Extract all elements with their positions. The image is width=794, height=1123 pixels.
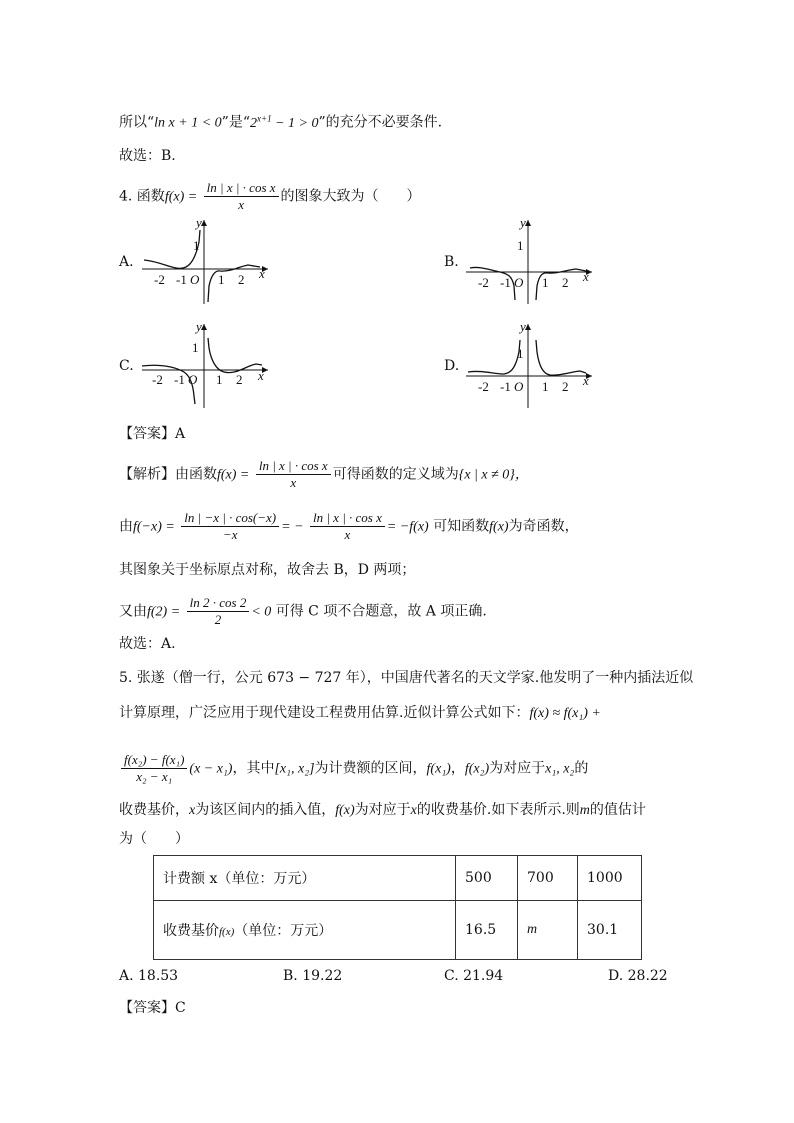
graph-a-tick-y1: 1 [193,238,200,253]
option-b-label: B. [444,254,459,270]
q5-line1: 5. 张遂（僧一行，公元 673 − 727 年），中国唐代著名的天文学家.他发明了一种内插法近似 [119,670,694,686]
graph-d-tick-x2: 2 [562,379,569,394]
condition-a: ln x + 1 < 0 [154,115,222,131]
table-cell: 700 [518,856,578,901]
graph-a-tick-xm2: -2 [154,272,165,287]
option-a-label: A. [119,254,134,270]
q5-option-d: D. 28.22 [608,968,668,984]
table-row [154,856,642,901]
graph-b-tick-xm2: -2 [478,275,489,290]
q4-analysis-line4: 又由f(2) = $\frac{\ln 2 \cdot \cos 2}{2}$ < 0 可得 C 项不合题意，故 A 项正确. [119,595,487,627]
graph-b-y-label: y [520,215,526,230]
q4-answer: 【答案】A [119,426,186,442]
graph-d-origin: O [514,379,524,394]
table-header-cell: 收费基价f(x)（单位：万元） [154,901,456,960]
q4-analysis-line1: 【解析】由函数f(x) = $\frac{\text{ln | x | · cos x}}{x}$ 可得函数的定义域为{x | x ≠ 0}， [119,458,529,490]
q5-line3: $\frac{\text{f(x₂) − f(x₁)}}{\text{x₂ − x₁}}$ (x − x₁)，其中[x₁, x₂]为计费额的区间，f(x₁)，f(x₂)为对应于x₁, x₂的 [119,752,588,785]
graph-d-tick-xm2: -2 [478,379,489,394]
graph-option-d [462,318,598,410]
graph-a-origin: O [190,272,200,287]
graph-b-tick-x2: 2 [562,275,569,290]
table-header-cell: 计费额 x（单位：万元） [154,856,456,901]
graph-c-tick-xm2: -2 [152,372,163,387]
q5-option-a: A. 18.53 [119,968,179,984]
graph-b-tick-x1: 1 [542,275,549,290]
q4-analysis-fraction: $\frac{\text{ln | x | · cos x}}{x}$ [256,458,331,491]
q4-stem: 4. 函数f(x) = $\frac{\text{ln | x | · cos x}}{x}$ 的图象大致为（ ） [119,180,421,212]
graph-option-b [462,214,598,306]
graph-c-tick-x1: 1 [216,372,223,387]
table-cell: m [518,901,578,960]
q5-answer: 【答案】C [119,1000,186,1016]
fee-table [153,855,642,960]
graph-d-tick-x1: 1 [542,379,549,394]
q5-line4: 收费基价，x为该区间内的插入值，f(x)为对应于x的收费基价.如下表所示.则m的值估计 [119,802,646,818]
q4-choice: 故选：A. [119,636,176,652]
graph-b-origin: O [514,275,524,290]
table-cell: 1000 [578,856,642,901]
graph-d-x-label: x [583,373,589,388]
graph-c-tick-xm1: -1 [174,372,185,387]
graph-c-origin: O [188,372,198,387]
q4-fraction: $\frac{\text{ln | x | · cos x}}{x}$ [204,180,279,213]
table-cell: 30.1 [578,901,642,960]
graph-a-tick-xm1: -1 [176,272,187,287]
graph-b-tick-y1: 1 [517,238,524,253]
graph-d-y-label: y [520,319,526,334]
option-c-label: C. [119,358,134,374]
graph-d-tick-xm1: -1 [500,379,511,394]
table-cell: 16.5 [456,901,518,960]
graph-c-y-label: y [196,319,202,334]
q5-interp-fraction: $\frac{\text{f(x₂) − f(x₁)}}{\text{x₂ − x₁}}$ [121,752,187,785]
option-d-label: D. [444,358,460,374]
graph-c-x-label: x [258,368,264,383]
prev-conclusion: 所以“ln x + 1 < 0”是“$2^{x+1} - 1 > 0$”的充分不必要条件. [119,113,443,131]
graph-a-tick-x2: 2 [238,272,245,287]
graph-option-c [138,318,274,410]
q5-option-b: B. 19.22 [283,968,343,984]
graph-a-x-label: x [259,266,265,281]
graph-a-y-label: y [196,215,202,230]
graph-a-tick-x1: 1 [218,272,225,287]
graph-b-tick-xm1: -1 [500,275,511,290]
table-cell: 500 [456,856,518,901]
q4-analysis-line3: 其图象关于坐标原点对称，故舍去 B，D 两项； [119,562,416,578]
prev-choice: 故选：B. [119,148,176,164]
graph-b-x-label: x [583,269,589,284]
graph-c-tick-y1: 1 [192,340,199,355]
graph-option-a [138,214,274,306]
graph-c-tick-x2: 2 [236,372,243,387]
q5-option-c: C. 21.94 [444,968,504,984]
condition-b: $2^{x+1} - 1 > 0$ [250,113,319,131]
graph-d-tick-y1: 1 [517,346,524,361]
table-row [154,901,642,960]
q5-line5: 为（ ） [119,831,189,847]
q4-analysis-line2: 由f(−x) = $\frac{\ln | -x | \cdot \cos(-x)}{-x}$ = − $\frac{\text{ln | x | · cos x}}{x}$ = −f(x) 可知函数f(x)为奇函数， [119,510,579,542]
q5-line2: 计算原理，广泛应用于现代建设工程费用估算.近似计算公式如下：f(x) ≈ f(x₁) + [119,705,601,721]
